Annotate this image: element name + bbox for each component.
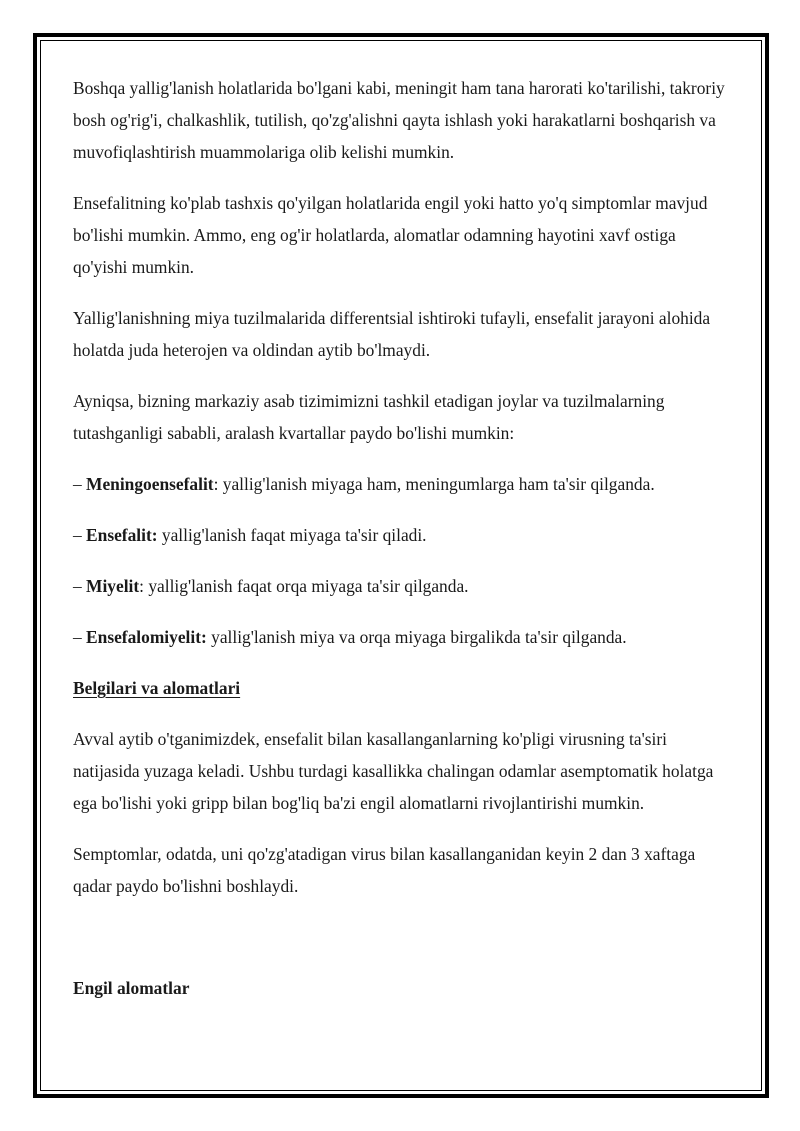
- section-heading-signs: Belgilari va alomatlari: [73, 678, 241, 698]
- list-term: Meningoensefalit: [86, 474, 214, 494]
- list-term: Miyelit: [86, 576, 140, 596]
- list-term: Ensefalit:: [86, 525, 158, 545]
- document-body: [73, 72, 733, 1023]
- list-text: : yallig'lanish miyaga ham, meningumlarga ham ta'sir qilganda.: [213, 474, 655, 494]
- list-item: [73, 468, 733, 500]
- paragraph-mixed-forms: Ayniqsa, bizning markaziy asab tizimimizni tashkil etadigan joylar va tuzilmalarning tutashganligi sababli, aralash kvartallar paydo bo'lishi mumkin:: [73, 391, 665, 443]
- list-dash: –: [73, 576, 87, 596]
- paragraph-symptom-onset: Semptomlar, odatda, uni qo'zg'atadigan virus bilan kasallanganidan keyin 2 dan 3 xaftaga qadar paydo bo'lishni boshlaydi.: [73, 844, 696, 896]
- paragraph-viral-cause: Avval aytib o'tganimizdek, ensefalit bilan kasallanganlarning ko'pligi virusning ta'siri natijasida yuzaga keladi. Ushbu turdagi kasallikka chalingan odamlar asemptomatik holatga ega bo'lishi yoki gripp bilan bog'liq ba'zi engil alomatlarni rivojlantirishi mumkin.: [73, 729, 714, 813]
- paragraph-meningitis: Boshqa yallig'lanish holatlarida bo'lgani kabi, meningit ham tana harorati ko'tarilishi, takroriy bosh og'rig'i, chalkashlik, tutilish, qo'zg'alishni qayta ishlash yoki harakatlarni boshqarish va muvofiqlashtirish muammolariga olib kelishi mumkin.: [73, 78, 725, 162]
- spacer: [73, 921, 733, 972]
- list-text: : yallig'lanish faqat orqa miyaga ta'sir qilganda.: [139, 576, 469, 596]
- paragraph-encephalitis-cases: Ensefalitning ko'plab tashxis qo'yilgan holatlarida engil yoki hatto yo'q simptomlar mavjud bo'lishi mumkin. Ammo, eng og'ir holatlarda, alomatlar odamning hayotini xavf ostiga qo'yishi mumkin.: [73, 193, 708, 277]
- list-dash: –: [73, 474, 87, 494]
- list-term: Ensefalomiyelit:: [86, 627, 207, 647]
- paragraph-heterogeneous: Yallig'lanishning miya tuzilmalarida differentsial ishtiroki tufayli, ensefalit jarayoni alohida holatda juda heterojen va oldindan aytib bo'lmaydi.: [73, 308, 711, 360]
- list-item: [73, 519, 733, 551]
- list-item: [73, 570, 733, 602]
- list-item: [73, 621, 733, 653]
- list-text: yallig'lanish miya va orqa miyaga birgalikda ta'sir qilganda.: [206, 627, 627, 647]
- list-text: yallig'lanish faqat miyaga ta'sir qiladi.: [157, 525, 427, 545]
- list-dash: –: [73, 525, 87, 545]
- list-dash: –: [73, 627, 87, 647]
- subsection-heading-mild-symptoms: Engil alomatlar: [73, 978, 190, 998]
